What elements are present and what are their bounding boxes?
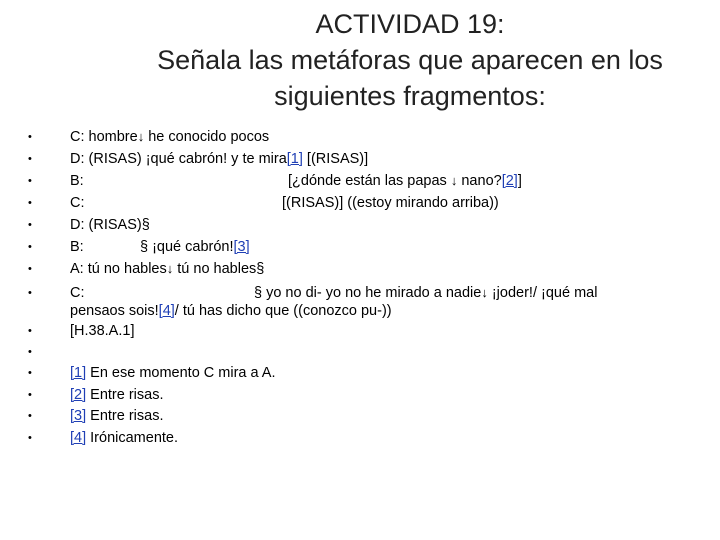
footnote-anchor-2[interactable]: [2] (70, 387, 87, 403)
line-text: ] (517, 173, 522, 189)
line-text: D: (RISAS) ¡qué cabrón! y te mira (70, 151, 287, 167)
arrow-down-icon: ↓ (450, 173, 458, 188)
footnote-anchor-4[interactable]: [4] (70, 430, 87, 446)
footnote-link-3[interactable]: [3] (233, 239, 250, 255)
speaker-label: B: (70, 173, 84, 189)
line-text: [(RISAS)] ((estoy mirando arriba)) (282, 195, 499, 211)
line-text: pensaos sois! (70, 303, 159, 319)
footnote-text: En ese momento C mira a A. (86, 365, 276, 381)
bullet: • (28, 241, 32, 253)
line-text: [(RISAS)] (302, 151, 369, 167)
speaker-label: C: (70, 285, 85, 301)
speaker-label: B: (70, 239, 84, 255)
footnote-text: Entre risas. (86, 408, 164, 424)
speaker-label: C: (70, 195, 85, 211)
bullet: • (28, 263, 32, 275)
line-text: / tú has dicho que ((conozco pu-)) (174, 303, 392, 319)
bullet: • (28, 219, 32, 231)
line-text: C: hombre (70, 129, 138, 145)
bullet: • (28, 197, 32, 209)
bullet: • (28, 153, 32, 165)
bullet: • (28, 325, 32, 337)
line-text: [H.38.A.1] (70, 323, 135, 339)
line-text: § yo no di- yo no he mirado a nadie (254, 285, 482, 301)
footnote-text: Irónicamente. (86, 430, 179, 446)
line-text: A: tú no hables (70, 261, 167, 277)
line-text: D: (RISAS)§ (70, 217, 150, 233)
bullet: • (28, 287, 32, 299)
footnote-anchor-1[interactable]: [1] (70, 365, 87, 381)
footnote-link-4[interactable]: [4] (158, 303, 175, 319)
line-text: tú no hables§ (173, 261, 265, 277)
line-text: he conocido pocos (144, 129, 270, 145)
bullet: • (28, 389, 32, 401)
arrow-down-icon: ↓ (481, 285, 488, 300)
bullet: • (28, 432, 32, 444)
bullet: • (28, 175, 32, 187)
arrow-down-icon: ↓ (166, 261, 174, 276)
bullet: • (28, 410, 32, 422)
bullet: • (28, 346, 32, 358)
footnote-anchor-3[interactable]: [3] (70, 408, 87, 424)
line-text: [¿dónde están las papas (288, 173, 451, 189)
arrow-down-icon: ↓ (137, 129, 145, 144)
footnote-link-1[interactable]: [1] (286, 151, 303, 167)
bullet: • (28, 131, 32, 143)
title-line-3: siguientes fragmentos: (274, 81, 546, 111)
title-line-1: ACTIVIDAD 19: (315, 9, 505, 39)
title-line-2: Señala las metáforas que aparecen en los (157, 45, 663, 75)
line-text: § ¡qué cabrón! (140, 239, 234, 255)
line-text: nano? (457, 173, 502, 189)
bullet: • (28, 367, 32, 379)
line-text: ¡joder!/ ¡qué mal (487, 285, 598, 301)
footnote-link-2[interactable]: [2] (501, 173, 518, 189)
footnote-text: Entre risas. (86, 387, 164, 403)
